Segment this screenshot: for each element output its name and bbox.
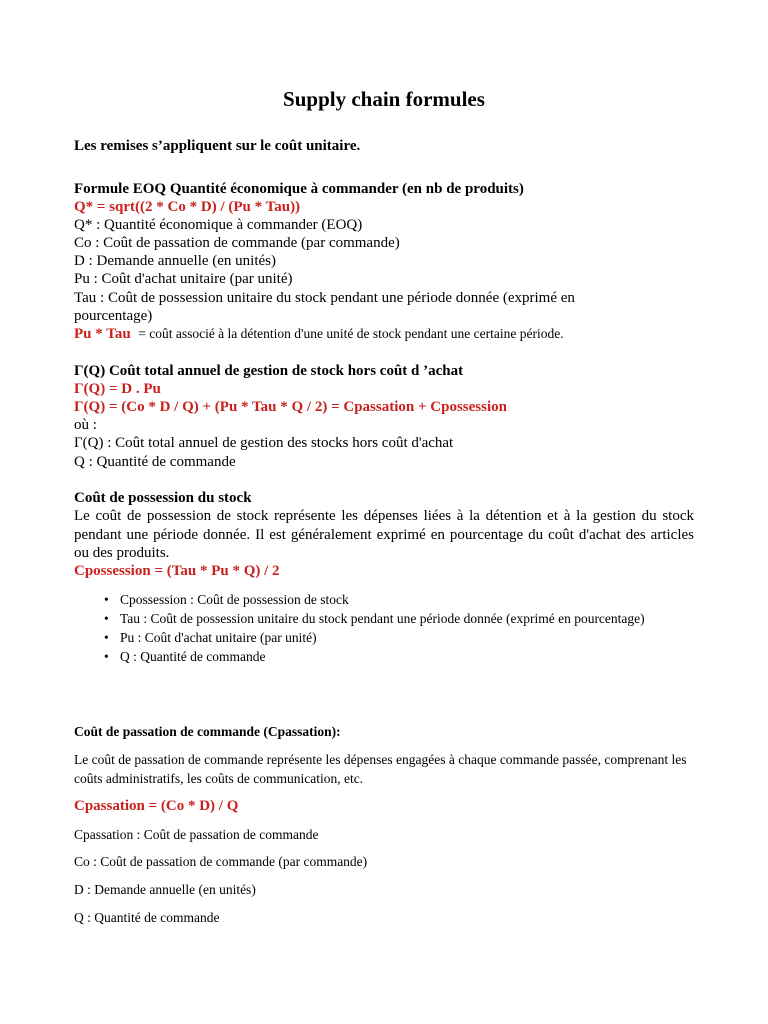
bullet-icon: •: [104, 592, 109, 607]
list-item: • Q : Quantité de commande: [104, 649, 266, 664]
intro-text: Les remises s’appliquent sur le coût unitaire.: [74, 138, 361, 154]
eoq-heading: Formule EOQ Quantité économique à commander (en nb de produits): [74, 181, 524, 197]
bullet-icon: •: [104, 611, 109, 626]
putau-text: = coût associé à la détention d'une unité de stock pendant une certaine période.: [138, 326, 564, 341]
gamma-heading: Γ(Q) Coût total annuel de gestion de stock hors coût d ’achat: [74, 363, 464, 379]
passation-line-d: D : Demande annuelle (en unités): [74, 882, 256, 897]
list-item: • Pu : Coût d'achat unitaire (par unité): [104, 630, 317, 645]
gamma-formula-2: Γ(Q) = (Co * D / Q) + (Pu * Tau * Q / 2) = Cpassation + Cpossession: [74, 399, 507, 415]
eoq-line-co: Co : Coût de passation de commande (par commande): [74, 235, 400, 251]
possession-bullet-list: [104, 590, 694, 666]
putau-label: Pu * Tau: [74, 326, 131, 342]
passation-paragraph: Le coût de passation de commande représente les dépenses engagées à chaque commande passée, comprenant les coûts administratifs, les coûts de communication, etc.: [74, 752, 687, 786]
passation-formula: Cpassation = (Co * D) / Q: [74, 798, 239, 814]
eoq-putau-line: [74, 325, 694, 343]
list-item: • Cpossession : Coût de possession de stock: [104, 592, 349, 607]
passation-heading: Coût de passation de commande (Cpassation):: [74, 724, 341, 739]
gamma-line-q: Q : Quantité de commande: [74, 454, 236, 470]
possession-heading: Coût de possession du stock: [74, 490, 252, 506]
passation-line-co: Co : Coût de passation de commande (par commande): [74, 854, 368, 869]
passation-line-q: Q : Quantité de commande: [74, 910, 220, 925]
page-title: Supply chain formules: [283, 87, 485, 111]
gamma-line-def: Γ(Q) : Coût total annuel de gestion des stocks hors coût d'achat: [74, 435, 454, 451]
gamma-formula-1: Γ(Q) = D . Pu: [74, 381, 161, 397]
bullet-icon: •: [104, 649, 109, 664]
eoq-formula: Q* = sqrt((2 * Co * D) / (Pu * Tau)): [74, 199, 301, 215]
list-item: • Tau : Coût de possession unitaire du stock pendant une période donnée (exprimé en pourcentage): [104, 611, 645, 626]
passation-line-cpassation: Cpassation : Coût de passation de commande: [74, 827, 319, 842]
eoq-line-pu: Pu : Coût d'achat unitaire (par unité): [74, 271, 293, 287]
gamma-line-ou: où :: [74, 417, 97, 433]
eoq-line-tau-cont: pourcentage): [74, 308, 153, 324]
possession-formula: Cpossession = (Tau * Pu * Q) / 2: [74, 563, 280, 579]
bullet-icon: •: [104, 630, 109, 645]
possession-paragraph: Le coût de possession de stock représente les dépenses liées à la détention et à la gestion du stock pendant une période donnée. Il est généralement exprimé en pourcentage du coût d'achat des articles ou des produits.: [74, 508, 694, 561]
eoq-line-d: D : Demande annuelle (en unités): [74, 253, 277, 269]
eoq-line-qstar: Q* : Quantité économique à commander (EOQ): [74, 217, 363, 233]
eoq-line-tau: Tau : Coût de possession unitaire du stock pendant une période donnée (exprimé en: [74, 290, 575, 306]
